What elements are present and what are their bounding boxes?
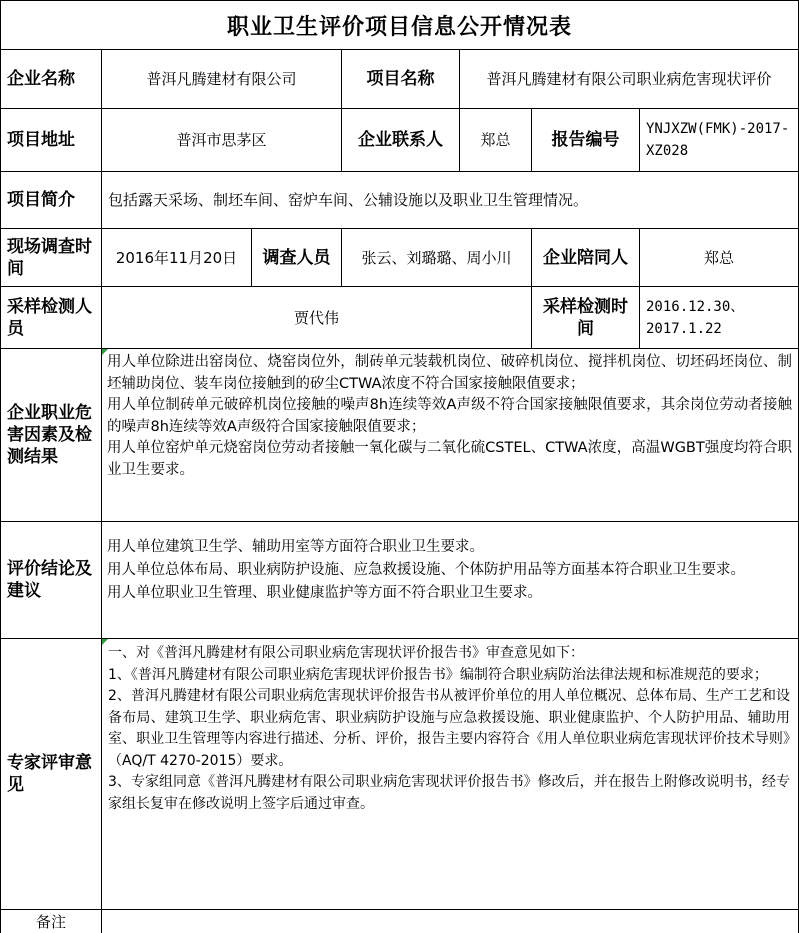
surveyor-value[interactable]: 张云、刘璐璐、周小川 xyxy=(342,229,532,287)
hazard-paragraph: 用人单位制砖单元破碎机岗位接触的噪声8h连续等效A声级不符合国家接触限值要求，其余岗位劳动者接触的噪声8h连续等效A声级符合国家接触限值要求； xyxy=(107,397,792,435)
remarks-value[interactable] xyxy=(102,910,799,933)
company-name-value[interactable]: 普洱凡腾建材有限公司 xyxy=(102,50,342,109)
report-number-label: 报告编号 xyxy=(532,109,640,172)
comment-marker xyxy=(102,639,108,645)
project-address-value[interactable]: 普洱市思茅区 xyxy=(102,109,342,172)
company-name-label: 企业名称 xyxy=(0,50,102,109)
expert-review-label: 专家评审意见 xyxy=(0,639,102,910)
hazard-factors-label: 企业职业危害因素及检测结果 xyxy=(0,349,102,522)
sample-time-label: 采样检测时间 xyxy=(532,287,640,349)
company-contact-label: 企业联系人 xyxy=(342,109,460,172)
conclusion-label: 评价结论及建议 xyxy=(0,522,102,639)
surveyor-label: 调查人员 xyxy=(252,229,342,287)
company-escort-label: 企业陪同人 xyxy=(532,229,640,287)
conclusion-paragraph: 用人单位总体布局、职业病防护设施、应急救援设施、个体防护用品等方面基本符合职业卫生要求。 xyxy=(107,562,745,578)
sampler-label: 采样检测人员 xyxy=(0,287,102,349)
hazard-factors-results[interactable] xyxy=(102,349,799,522)
company-contact-value[interactable]: 郑总 xyxy=(460,109,532,172)
sample-time-value[interactable]: 2016.12.30、2017.1.22 xyxy=(640,287,799,349)
comment-marker xyxy=(102,349,108,355)
sampler-value[interactable]: 贾代伟 xyxy=(102,287,532,349)
company-escort-value[interactable]: 郑总 xyxy=(640,229,799,287)
project-summary-label: 项目简介 xyxy=(0,172,102,229)
conclusion-paragraph: 用人单位建筑卫生学、辅助用室等方面符合职业卫生要求。 xyxy=(107,539,484,555)
conclusion-text[interactable] xyxy=(102,522,799,639)
report-number-value[interactable]: YNJXZW(FMK)-2017-XZ028 xyxy=(640,109,799,172)
survey-time-value[interactable]: 2016年11月20日 xyxy=(102,229,252,287)
sheet-title: 职业卫生评价项目信息公开情况表 xyxy=(0,0,799,50)
conclusion-paragraph: 用人单位职业卫生管理、职业健康监护等方面不符合职业卫生要求。 xyxy=(107,585,542,601)
hazard-paragraph: 用人单位窑炉单元烧窑岗位劳动者接触一氧化碳与二氧化硫CSTEL、CTWA浓度，高温WGBT强度均符合职业卫生要求。 xyxy=(107,440,792,478)
expert-paragraph: 一、对《普洱凡腾建材有限公司职业病危害现状评价报告书》审查意见如下： xyxy=(108,645,584,661)
project-summary-value[interactable]: 包括露天采场、制坯车间、窑炉车间、公辅设施以及职业卫生管理情况。 xyxy=(102,172,799,229)
project-name-value[interactable]: 普洱凡腾建材有限公司职业病危害现状评价 xyxy=(460,50,799,109)
remarks-label: 备注 xyxy=(0,910,102,933)
hazard-paragraph: 用人单位除进出窑岗位、烧窑岗位外，制砖单元装载机岗位、破碎机岗位、搅拌机岗位、切坯码坯岗位、制坯辅助岗位、装车岗位接触到的矽尘CTWA浓度不符合国家接触限值要求； xyxy=(107,354,792,392)
project-name-label: 项目名称 xyxy=(342,50,460,109)
project-address-label: 项目地址 xyxy=(0,109,102,172)
expert-paragraph: 2、普洱凡腾建材有限公司职业病危害现状评价报告书从被评价单位的用人单位概况、总体布局、生产工艺和设备布局、建筑卫生学、职业病危害、职业病防护设施与应急救援设施、职业健康监护、个人防护用品、辅助用室、职业卫生管理等内容进行描述、分析、评价，报告主要内容符合《用人单位职业病危害现状评价技术导则》（AQ/T 4270-2015）要求。 xyxy=(108,688,790,769)
expert-review-text[interactable] xyxy=(102,639,799,910)
expert-paragraph: 1、《普洱凡腾建材有限公司职业病危害现状评价报告书》编制符合职业病防治法律法规和标准规范的要求； xyxy=(108,666,768,683)
expert-paragraph: 3、专家组同意《普洱凡腾建材有限公司职业病危害现状评价报告书》修改后，并在报告上附修改说明书，经专家组长复审在修改说明上签字后通过审查。 xyxy=(108,774,790,812)
survey-time-label: 现场调查时间 xyxy=(0,229,102,287)
